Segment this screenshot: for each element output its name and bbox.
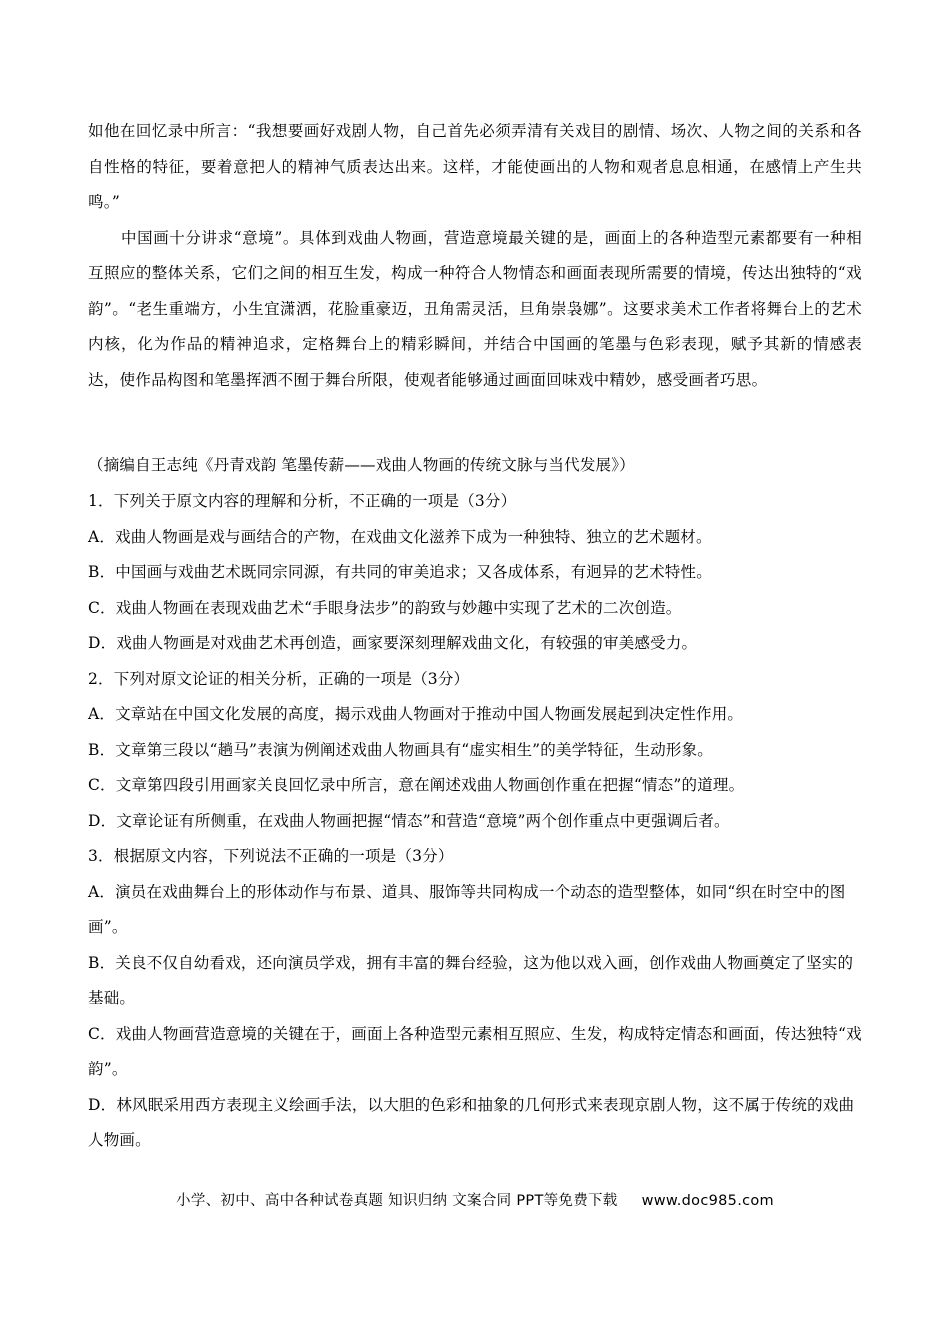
passage-body	[88, 114, 862, 398]
question-stem: 1．下列关于原文内容的理解和分析，不正确的一项是（3分）	[88, 492, 517, 510]
question-list	[88, 484, 862, 1159]
question-1	[88, 484, 862, 662]
option-b: B．关良不仅自幼看戏，还向演员学戏，拥有丰富的舞台经验，这为他以戏入画，创作戏曲人物画奠定了坚实的基础。	[88, 953, 854, 1007]
option-c: C．戏曲人物画在表现戏曲艺术“手眼身法步”的韵致与妙趣中实现了艺术的二次创造。	[88, 598, 682, 617]
option-c: C．戏曲人物画营造意境的关键在于，画面上各种造型元素相互照应、生发，构成特定情态和画面，传达独特“戏韵”。	[88, 1024, 862, 1078]
question-stem: 3．根据原文内容，下列说法不正确的一项是（3分）	[88, 847, 454, 865]
passage-paragraph-2: 中国画十分讲求“意境”。具体到戏曲人物画，营造意境最关键的是，画面上的各种造型元素都要有一种相互照应的整体关系，它们之间的相互生发，构成一种符合人物情态和画面表现所需要的情境，传达出独特的“戏韵”。“老生重端方，小生宜潇洒，花脸重豪迈，丑角需灵活，旦角崇袅娜”。这要求美术工作者将舞台上的艺术内核，化为作品的精神追求，定格舞台上的精彩瞬间，并结合中国画的笔墨与色彩表现，赋予其新的情感表达，使作品构图和笔墨挥洒不囿于舞台所限，使观者能够通过画面回味戏中精妙，感受画者巧思。	[88, 228, 862, 389]
footer-text: 小学、初中、高中各种试卷真题 知识归纳 文案合同 PPT等免费下载	[176, 1193, 618, 1209]
option-d: D．戏曲人物画是对戏曲艺术再创造，画家要深刻理解戏曲文化，有较强的审美感受力。	[88, 634, 698, 652]
option-d: D．林风眠采用西方表现主义绘画手法，以大胆的色彩和抽象的几何形式来表现京剧人物，这不属于传统的戏曲人物画。	[88, 1095, 855, 1149]
question-2	[88, 662, 862, 840]
question-stem: 2．下列对原文论证的相关分析，正确的一项是（3分）	[88, 669, 470, 688]
passage-source-citation: （摘编自王志纯《丹青戏韵 笔墨传薪——戏曲人物画的传统文脉与当代发展》）	[88, 456, 635, 474]
option-c: C．文章第四段引用画家关良回忆录中所言，意在阐述戏曲人物画创作重在把握“情态”的道理。	[88, 776, 745, 794]
page-footer	[0, 1188, 950, 1214]
option-b: B．文章第三段以“趟马”表演为例阐述戏曲人物画具有“虚实相生”的美学特征，生动形象。	[88, 740, 713, 759]
option-a: A．演员在戏曲舞台上的形体动作与布景、道具、服饰等共同构成一个动态的造型整体，如同“织在时空中的图画”。	[88, 882, 846, 936]
option-a: A．文章站在中国文化发展的高度，揭示戏曲人物画对于推动中国人物画发展起到决定性作用。	[88, 705, 744, 723]
option-a: A．戏曲人物画是戏与画结合的产物，在戏曲文化滋养下成为一种独特、独立的艺术题材。	[88, 527, 712, 546]
question-3	[88, 839, 862, 1159]
option-d: D．文章论证有所侧重，在戏曲人物画把握“情态”和营造“意境”两个创作重点中更强调后者。	[88, 811, 730, 830]
passage-paragraph-1: 如他在回忆录中所言：“我想要画好戏剧人物，自己首先必须弄清有关戏目的剧情、场次、人物之间的关系和各自性格的特征，要着意把人的精神气质表达出来。这样，才能使画出的人物和观者息息相通，在感情上产生共鸣。”	[88, 122, 862, 211]
option-b: B．中国画与戏曲艺术既同宗同源，有共同的审美追求；又各成体系，有迥异的艺术特性。	[88, 563, 712, 581]
footer-site-link[interactable]: www.doc985.com	[641, 1193, 774, 1209]
